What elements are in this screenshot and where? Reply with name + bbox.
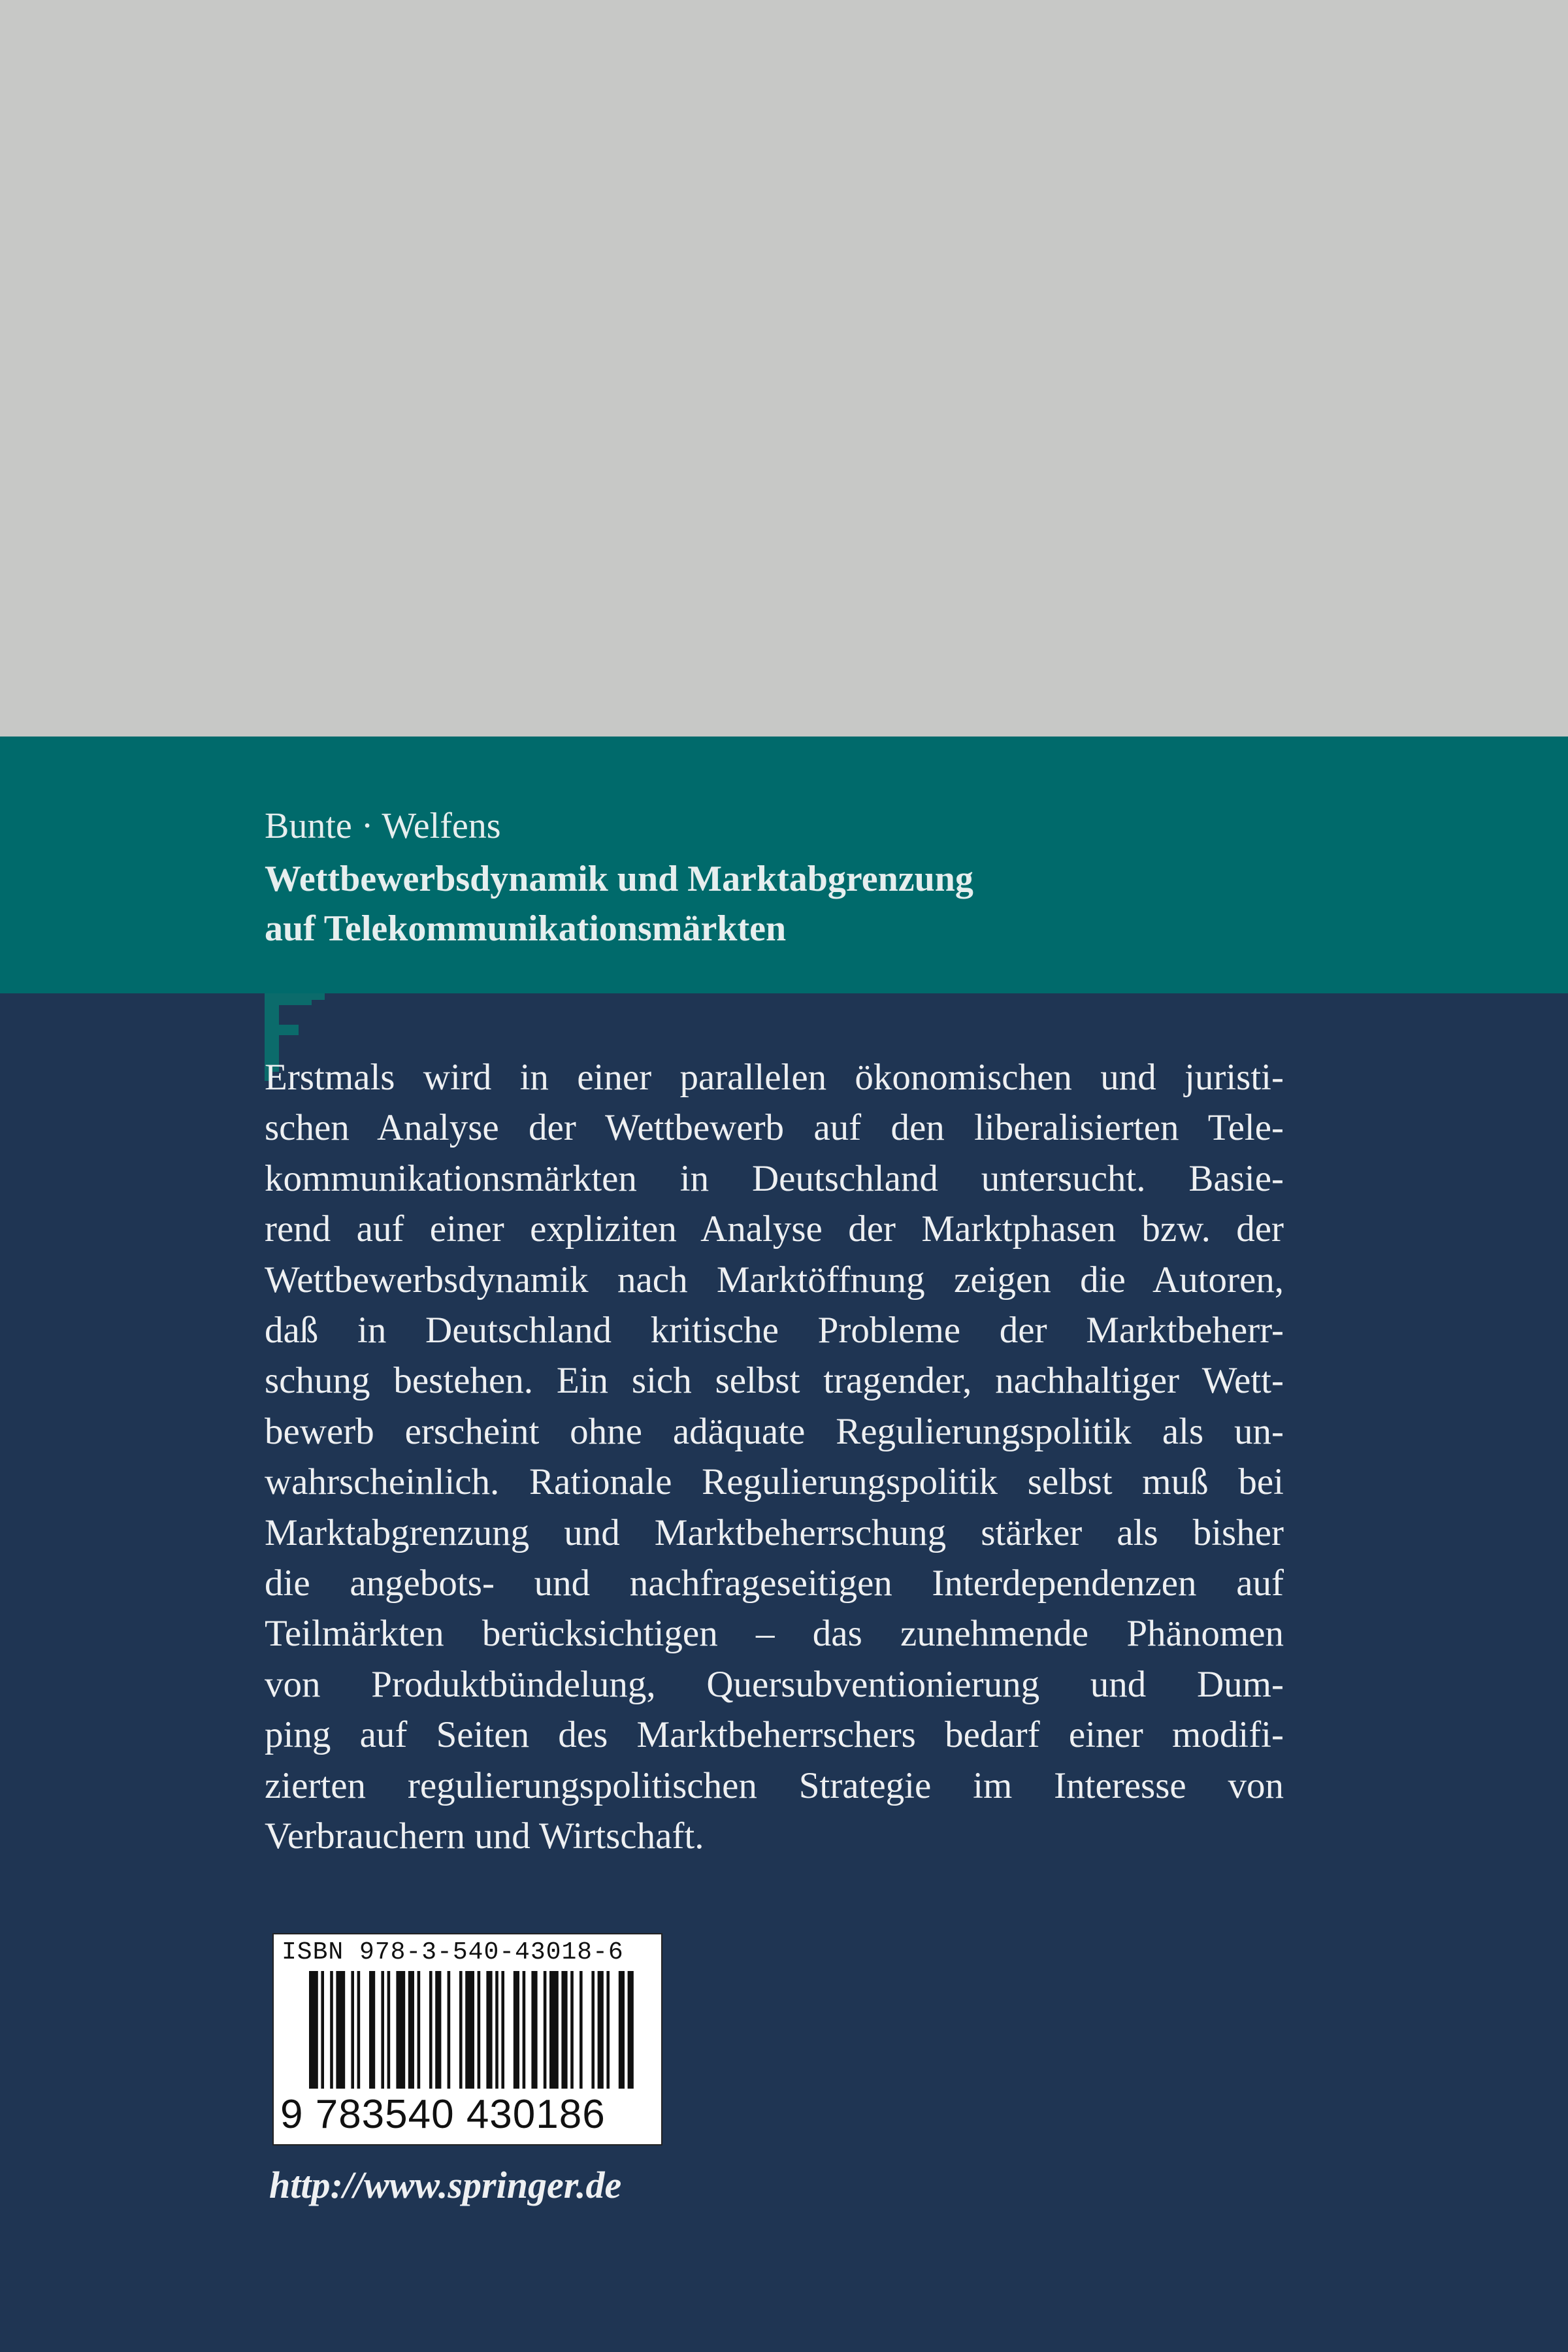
blurb-line: zierten regulierungspolitischen Strategie im Interesse von xyxy=(265,1764,1284,1806)
barcode-bar xyxy=(495,1971,498,2089)
barcode-bar xyxy=(619,1971,625,2089)
barcode-bar xyxy=(514,1971,519,2089)
blurb-line: von Produktbündelung, Quersubventionierung und Dum- xyxy=(265,1663,1284,1705)
blurb-line: bewerb erscheint ohne adäquate Regulierungspolitik als un- xyxy=(265,1410,1284,1452)
isbn-barcode xyxy=(272,1933,662,2145)
barcode-bar xyxy=(465,1971,474,2089)
blurb-line: Wettbewerbsdynamik nach Marktöffnung zeigen die Autoren, xyxy=(265,1259,1284,1300)
barcode-bar xyxy=(549,1971,559,2089)
blurb-line: wahrscheinlich. Rationale Regulierungspolitik selbst muß bei xyxy=(265,1461,1284,1503)
book-title-line-2: auf Telekommunikationsmärkten xyxy=(265,908,787,949)
book-title-line-1: Wettbewerbsdynamik und Marktabgrenzung xyxy=(265,859,973,899)
barcode-bar xyxy=(417,1971,421,2089)
barcode-bar xyxy=(570,1971,574,2089)
barcode-bar xyxy=(435,1971,441,2089)
barcode-bar xyxy=(369,1971,375,2089)
barcode-bar xyxy=(309,1971,318,2089)
barcode-bar xyxy=(351,1971,354,2089)
blurb-line: die angebots- und nachfrageseitigen Interdependenzen auf xyxy=(265,1563,1284,1604)
barcode-bar xyxy=(501,1971,504,2089)
publisher-url: http://www.springer.de xyxy=(269,2164,622,2206)
barcode-bar xyxy=(459,1971,463,2089)
barcode-bar xyxy=(628,1971,634,2089)
barcode-bar xyxy=(591,1971,595,2089)
barcode-bar xyxy=(523,1971,526,2089)
book-title xyxy=(265,854,973,953)
barcode-bar xyxy=(408,1971,414,2089)
barcode-bar xyxy=(381,1971,384,2089)
blurb-line: kommunikationsmärkten in Deutschland untersucht. Basie- xyxy=(265,1157,1284,1199)
barcode-bar xyxy=(357,1971,361,2089)
blurb-line: schung bestehen. Ein sich selbst tragender, nachhaltiger Wett- xyxy=(265,1360,1284,1402)
barcode-bar xyxy=(561,1971,567,2089)
blurb-line: Verbrauchern und Wirtschaft. xyxy=(265,1815,704,1857)
barcode-bar xyxy=(396,1971,405,2089)
barcode-digits: 9 783540 430186 xyxy=(280,2092,606,2137)
isbn-label: ISBN 978-3-540-43018-6 xyxy=(282,1938,624,1966)
blurb-line: daß in Deutschland kritische Probleme der Marktbeherr- xyxy=(265,1310,1284,1351)
blurb-line: Marktabgrenzung und Marktbeherrschung stärker als bisher xyxy=(265,1512,1284,1553)
barcode-bar xyxy=(429,1971,433,2089)
barcode-bar xyxy=(336,1971,345,2089)
top-gray-band xyxy=(0,0,1568,737)
blurb-line: ping auf Seiten des Marktbeherrschers bedarf einer modifi- xyxy=(265,1714,1284,1756)
blurb-line: Teilmärkten berücksichtigen – das zunehmende Phänomen xyxy=(265,1613,1284,1655)
barcode-bar xyxy=(478,1971,481,2089)
barcode-bar xyxy=(448,1971,451,2089)
barcode-bar xyxy=(598,1971,604,2089)
blurb-text xyxy=(265,1052,1284,1862)
barcode-bar xyxy=(321,1971,324,2089)
blurb-line: schen Analyse der Wettbewerb auf den liberalisierten Tele- xyxy=(265,1107,1284,1149)
barcode-bar xyxy=(486,1971,492,2089)
barcode-bar xyxy=(330,1971,333,2089)
authors: Bunte · Welfens xyxy=(265,806,501,846)
barcode-bar xyxy=(387,1971,391,2089)
barcode-bar xyxy=(544,1971,547,2089)
blurb-line: rend auf einer expliziten Analyse der Marktphasen bzw. der xyxy=(265,1208,1284,1250)
barcode-bar xyxy=(580,1971,583,2089)
blurb-line: Erstmals wird in einer parallelen ökonomischen und juristi- xyxy=(265,1057,1284,1098)
barcode-bar xyxy=(606,1971,610,2089)
barcode-bar xyxy=(531,1971,537,2089)
